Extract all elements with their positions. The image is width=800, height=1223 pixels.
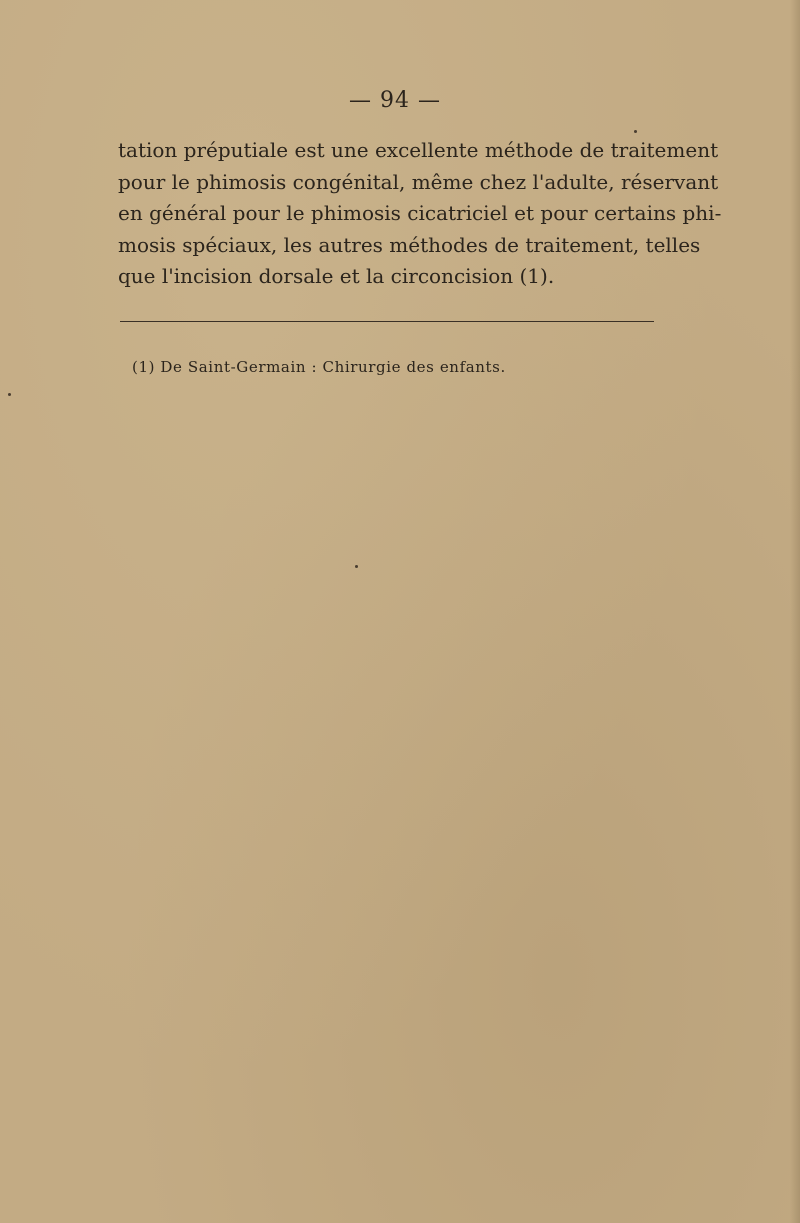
text-line: que l'incision dorsale et la circoncision (1). [118,264,555,288]
footnote: (1) De Saint-Germain : Chirurgie des enfants. [132,358,506,376]
paper-speck [355,565,358,568]
paper-speck [634,130,637,133]
text-line: mosis spéciaux, les autres méthodes de traitement, telles [118,232,701,257]
page-edge-shadow [790,0,800,1223]
text-line: pour le phimosis congénital, même chez l'adulte, réservant [118,169,719,194]
text-line: tation préputiale est une excellente méthode de traitement [118,138,719,162]
body-paragraph [118,135,722,293]
page-number: — 94 — [349,88,441,113]
paper-speck [8,393,11,396]
text-line: en général pour le phimosis cicatriciel et pour certains phi- [118,201,722,225]
footnote-separator [120,321,654,322]
